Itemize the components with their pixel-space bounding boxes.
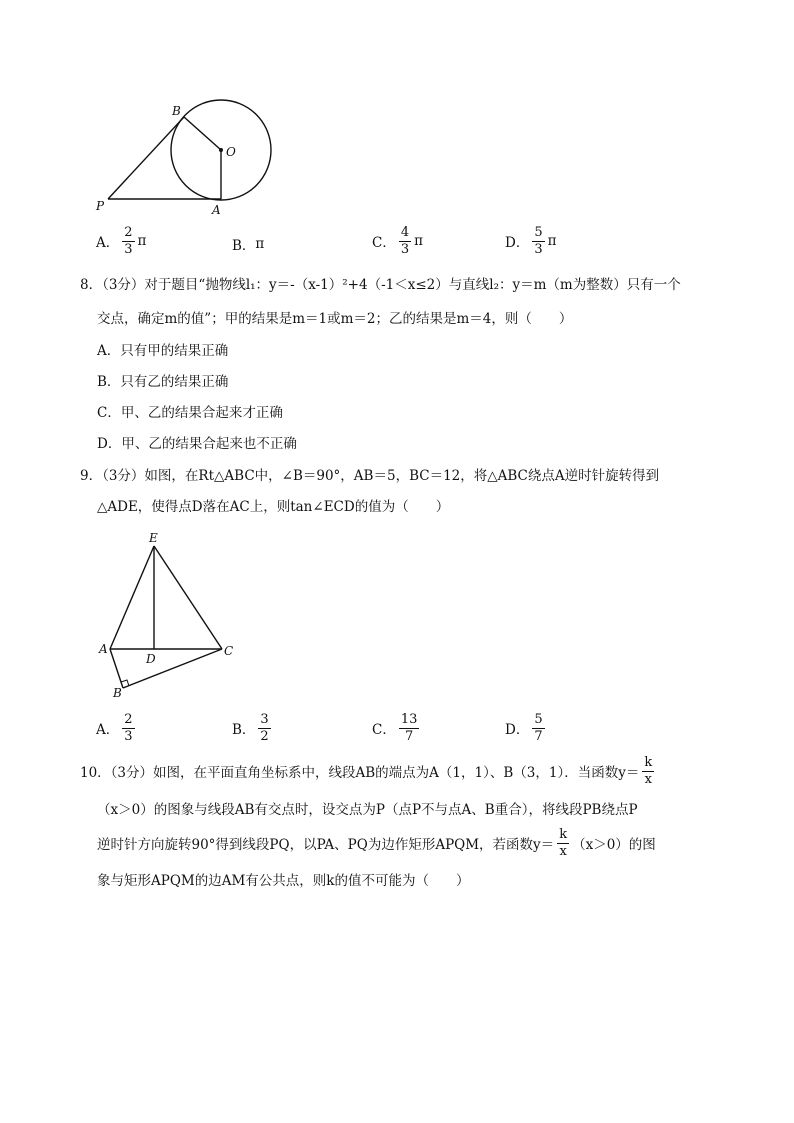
option-suffix: π bbox=[547, 233, 557, 250]
fraction-num: 5 bbox=[534, 712, 543, 727]
q9-option-b bbox=[232, 713, 274, 743]
fraction-num: k bbox=[644, 755, 653, 770]
q9-option-a bbox=[96, 713, 138, 743]
fraction-k-over-x bbox=[557, 828, 569, 858]
q7-label-b: B bbox=[172, 104, 181, 118]
fraction-den: 3 bbox=[124, 241, 133, 257]
q8-choice-d: D．甲、乙的结果合起来也不正确 bbox=[97, 436, 297, 452]
fraction-den: 3 bbox=[534, 241, 543, 257]
fraction bbox=[122, 713, 134, 743]
q10-line3-text: 逆时针方向旋转90°得到线段PQ，以PA、PQ为边作矩形APQM，若函数y＝ bbox=[97, 837, 555, 854]
q7-label-o: O bbox=[226, 145, 236, 159]
q9-seg-ec bbox=[154, 546, 222, 649]
option-letter: D． bbox=[505, 722, 530, 739]
fraction-den: 2 bbox=[260, 728, 269, 744]
q10-stem-line1 bbox=[80, 756, 657, 786]
fraction-den: 7 bbox=[534, 728, 543, 744]
fraction-den: x bbox=[644, 771, 652, 787]
q8-stem-line2: 交点，确定m的值”；甲的结果是m＝1或m＝2；乙的结果是m＝4，则（ ） bbox=[97, 311, 573, 327]
q10-line1-text: 10．（3分）如图，在平面直角坐标系中，线段AB的端点为A（1，1）、B（3，1）．当函数y＝ bbox=[80, 765, 640, 782]
fraction-num: 5 bbox=[534, 225, 543, 240]
option-value: π bbox=[255, 236, 265, 252]
q10-stem-line3 bbox=[97, 828, 656, 858]
fraction-den: 3 bbox=[400, 241, 410, 257]
q8-choice-b: B．只有乙的结果正确 bbox=[97, 374, 229, 390]
q9-stem-line2: △ADE，使得点D落在AC上，则tan∠ECD的值为（ ） bbox=[97, 499, 450, 515]
q9-label-a: A bbox=[99, 642, 108, 656]
q9-option-d bbox=[505, 713, 548, 743]
q9-seg-ea bbox=[110, 546, 154, 649]
fraction bbox=[399, 713, 420, 743]
q8-choice-a: A．只有甲的结果正确 bbox=[97, 343, 229, 359]
fraction-num: k bbox=[559, 827, 568, 842]
q8-choice-c: C．甲、乙的结果合起来才正确 bbox=[97, 405, 283, 421]
fraction-den: 3 bbox=[124, 728, 133, 744]
option-suffix: π bbox=[414, 233, 423, 250]
fraction bbox=[532, 713, 544, 743]
option-letter: D． bbox=[505, 235, 530, 252]
fraction-k-over-x bbox=[642, 756, 654, 786]
q7-label-p: P bbox=[96, 199, 105, 213]
q9-label-c: C bbox=[224, 644, 234, 658]
fraction-den: x bbox=[559, 843, 567, 859]
fraction-num: 2 bbox=[124, 225, 133, 240]
q8-stem-line1: 8．（3分）对于题目“抛物线l₁：y＝-（x-1）²+4（-1＜x≤2）与直线l₂：y＝m（m为整数）只有一个 bbox=[80, 277, 681, 293]
q9-label-d: D bbox=[146, 652, 156, 666]
q9-stem-line1: 9．（3分）如图，在Rt△ABC中，∠B＝90°，AB＝5，BC＝12，将△ABC绕点A逆时针旋转得到 bbox=[80, 468, 660, 484]
fraction-num: 13 bbox=[400, 712, 418, 727]
fraction-num: 2 bbox=[124, 712, 133, 727]
option-letter: C． bbox=[372, 722, 396, 739]
fraction bbox=[258, 713, 270, 743]
q10-stem-line2: （x＞0）的图象与线段AB有交点时，设交点为P（点P不与点A、B重合），将线段PB绕点P bbox=[97, 802, 638, 818]
option-letter: A． bbox=[96, 235, 120, 252]
q9-label-e: E bbox=[149, 531, 158, 545]
option-suffix: π bbox=[137, 233, 147, 250]
q10-line3-tail: （x＞0）的图 bbox=[572, 837, 656, 854]
q9-option-c bbox=[372, 713, 422, 743]
q9-seg-bc bbox=[123, 649, 222, 688]
q9-label-b: B bbox=[113, 686, 122, 700]
q10-stem-line4: 象与矩形APQM的边AM有公共点，则k的值不可能为（ ） bbox=[97, 873, 470, 889]
option-letter: B． bbox=[232, 722, 256, 739]
fraction-num: 3 bbox=[260, 712, 269, 727]
option-letter: C． bbox=[372, 235, 396, 252]
option-letter: B． bbox=[232, 238, 256, 254]
q9-seg-ab bbox=[110, 649, 123, 688]
option-letter: A． bbox=[96, 722, 120, 739]
q7-label-a: A bbox=[212, 203, 221, 217]
fraction-num: 4 bbox=[400, 225, 410, 240]
fraction-den: 7 bbox=[404, 728, 414, 744]
